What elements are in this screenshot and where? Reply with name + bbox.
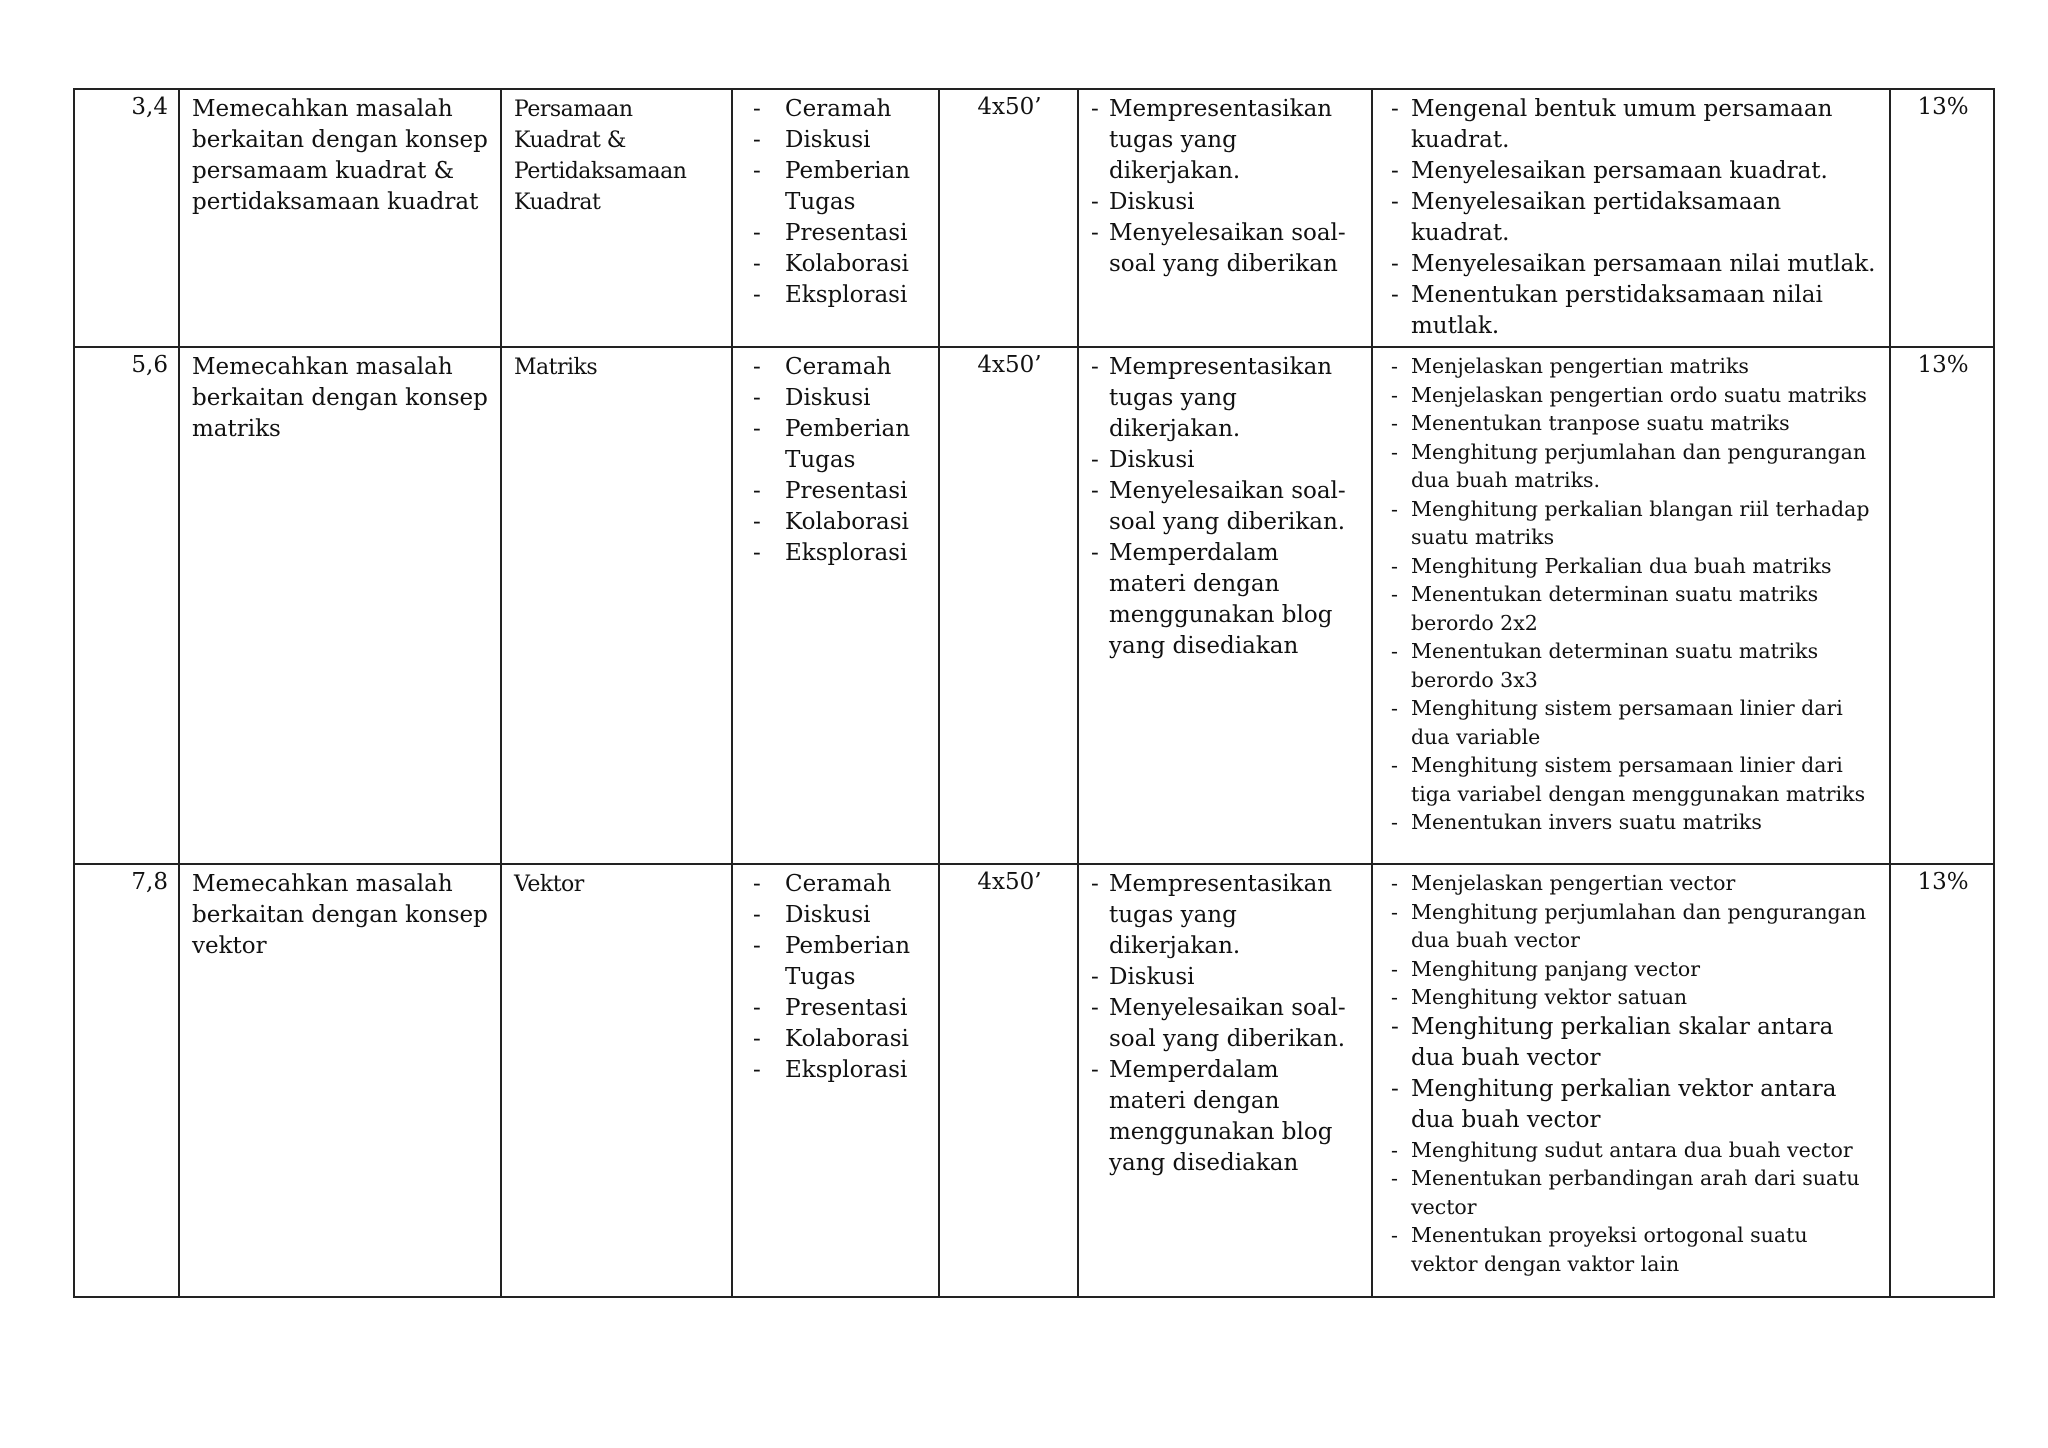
activity-item: - Menyelesaikan soal-soal yang diberikan. <box>1091 993 1361 1055</box>
method-item: - Eksplorasi <box>745 538 928 569</box>
indicator-item: - Menghitung sistem persamaan linier dari tiga variabel dengan menggunakan matriks <box>1385 751 1879 808</box>
competency-cell: Memecahkan masalah berkaitan dengan konsep persamaam kuadrat & pertidaksamaan kuadrat <box>179 89 501 347</box>
activity-item: - Mempresentasikan tugas yang dikerjakan. <box>1091 869 1361 962</box>
indicator-item: - Menghitung perkalian blangan riil terhadap suatu matriks <box>1385 495 1879 552</box>
indicator-item: - Menghitung panjang vector <box>1385 955 1879 984</box>
indicator-item: - Menyelesaikan persamaan kuadrat. <box>1385 156 1879 187</box>
week-cell: 5,6 <box>74 347 179 864</box>
method-item: - Eksplorasi <box>745 1055 928 1086</box>
indicator-item: - Menghitung perjumlahan dan pengurangan dua buah vector <box>1385 898 1879 955</box>
indicator-item: - Menghitung perjumlahan dan pengurangan dua buah matriks. <box>1385 438 1879 495</box>
lesson-plan-table <box>73 88 1995 1298</box>
time-cell: 4x50’ <box>939 864 1078 1297</box>
activity-item: - Mempresentasikan tugas yang dikerjakan. <box>1091 94 1361 187</box>
activity-item: - Menyelesaikan soal-soal yang diberikan <box>1091 218 1361 280</box>
material-cell: Matriks <box>501 347 732 864</box>
method-item: - Eksplorasi <box>745 280 928 311</box>
method-item: - Pemberian Tugas <box>745 156 928 218</box>
indicator-item: - Menentukan tranpose suatu matriks <box>1385 409 1879 438</box>
method-item: - Presentasi <box>745 218 928 249</box>
indicator-item: - Menjelaskan pengertian matriks <box>1385 352 1879 381</box>
material-cell: Vektor <box>501 864 732 1297</box>
indicator-item: - Menghitung Perkalian dua buah matriks <box>1385 552 1879 581</box>
method-item: - Ceramah <box>745 869 928 900</box>
indicator-item: - Menjelaskan pengertian ordo suatu matriks <box>1385 381 1879 410</box>
table-row <box>74 89 1994 347</box>
methods-cell <box>732 864 939 1297</box>
activity-item: - Diskusi <box>1091 187 1361 218</box>
indicator-item: - Menghitung perkalian vektor antara dua buah vector <box>1385 1074 1879 1136</box>
method-item: - Kolaborasi <box>745 249 928 280</box>
indicator-item: - Menghitung vektor satuan <box>1385 983 1879 1012</box>
indicator-item: - Menghitung sistem persamaan linier dari dua variable <box>1385 694 1879 751</box>
indicator-item: - Menentukan perbandingan arah dari suatu vector <box>1385 1164 1879 1221</box>
indicator-item: - Menentukan determinan suatu matriks berordo 3x3 <box>1385 637 1879 694</box>
indicator-item: - Menghitung perkalian skalar antara dua buah vector <box>1385 1012 1879 1074</box>
indicator-item: - Menjelaskan pengertian vector <box>1385 869 1879 898</box>
method-item: - Diskusi <box>745 900 928 931</box>
method-item: - Ceramah <box>745 352 928 383</box>
week-cell: 7,8 <box>74 864 179 1297</box>
indicator-item: - Mengenal bentuk umum persamaan kuadrat. <box>1385 94 1879 156</box>
method-item: - Presentasi <box>745 476 928 507</box>
table-row <box>74 347 1994 864</box>
method-item: - Diskusi <box>745 125 928 156</box>
indicators-cell <box>1372 347 1890 864</box>
material-cell: Persamaan Kuadrat & Pertidaksamaan Kuadrat <box>501 89 732 347</box>
indicator-item: - Menentukan proyeksi ortogonal suatu vektor dengan vaktor lain <box>1385 1221 1879 1278</box>
indicator-item: - Menentukan determinan suatu matriks berordo 2x2 <box>1385 580 1879 637</box>
method-item: - Presentasi <box>745 993 928 1024</box>
indicator-item: - Menyelesaikan persamaan nilai mutlak. <box>1385 249 1879 280</box>
weight-cell: 13% <box>1890 864 1994 1297</box>
method-item: - Ceramah <box>745 94 928 125</box>
activities-cell <box>1078 89 1372 347</box>
indicator-item: - Menghitung sudut antara dua buah vector <box>1385 1136 1879 1165</box>
activities-cell <box>1078 864 1372 1297</box>
method-item: - Pemberian Tugas <box>745 414 928 476</box>
week-cell: 3,4 <box>74 89 179 347</box>
method-item: - Kolaborasi <box>745 1024 928 1055</box>
weight-cell: 13% <box>1890 89 1994 347</box>
indicator-item: - Menentukan perstidaksamaan nilai mutlak. <box>1385 280 1879 342</box>
method-item: - Diskusi <box>745 383 928 414</box>
table-row <box>74 864 1994 1297</box>
indicator-item: - Menyelesaikan pertidaksamaan kuadrat. <box>1385 187 1879 249</box>
methods-cell <box>732 89 939 347</box>
weight-cell: 13% <box>1890 347 1994 864</box>
activities-cell <box>1078 347 1372 864</box>
activity-item: - Menyelesaikan soal-soal yang diberikan. <box>1091 476 1361 538</box>
activity-item: - Mempresentasikan tugas yang dikerjakan. <box>1091 352 1361 445</box>
competency-cell: Memecahkan masalah berkaitan dengan konsep matriks <box>179 347 501 864</box>
indicators-cell <box>1372 864 1890 1297</box>
indicators-cell <box>1372 89 1890 347</box>
method-item: - Pemberian Tugas <box>745 931 928 993</box>
activity-item: - Diskusi <box>1091 445 1361 476</box>
activity-item: - Memperdalam materi dengan menggunakan blog yang disediakan <box>1091 538 1361 662</box>
methods-cell <box>732 347 939 864</box>
time-cell: 4x50’ <box>939 347 1078 864</box>
time-cell: 4x50’ <box>939 89 1078 347</box>
activity-item: - Diskusi <box>1091 962 1361 993</box>
activity-item: - Memperdalam materi dengan menggunakan blog yang disediakan <box>1091 1055 1361 1179</box>
method-item: - Kolaborasi <box>745 507 928 538</box>
competency-cell: Memecahkan masalah berkaitan dengan konsep vektor <box>179 864 501 1297</box>
indicator-item: - Menentukan invers suatu matriks <box>1385 808 1879 837</box>
